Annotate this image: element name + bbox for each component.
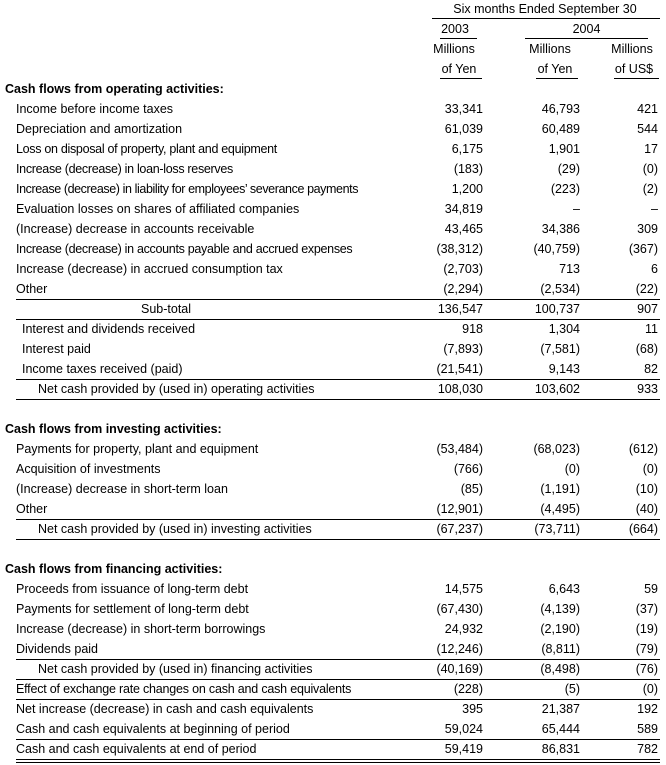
row-label: Increase (decrease) in loan-loss reserves (16, 162, 233, 176)
row-label: (Increase) decrease in short-term loan (16, 482, 228, 496)
row-label: Evaluation losses on shares of affiliated companies (16, 202, 300, 216)
value-usd: (367) (628, 242, 658, 256)
value-2004: 100,737 (534, 302, 580, 316)
net-increase-row (0, 699, 666, 719)
value-2004: (7,581) (540, 342, 580, 356)
value-2004: (40,759) (533, 242, 580, 256)
value-usd: 907 (637, 302, 658, 316)
value-2003: (67,237) (436, 522, 483, 536)
row-label: Increase (decrease) in accrued consumption tax (16, 262, 283, 276)
value-2003: (67,430) (436, 602, 483, 616)
beginning-balance-row (0, 719, 666, 739)
value-usd: (40) (635, 502, 658, 516)
value-2003: 108,030 (437, 382, 483, 396)
value-2004: 103,602 (534, 382, 580, 396)
value-2004: (8,498) (540, 662, 580, 676)
value-2003: 33,341 (444, 102, 483, 116)
double-underline-bottom (16, 762, 660, 763)
row-label: Increase (decrease) in accounts payable and accrued expenses (16, 242, 353, 256)
value-2004: 9,143 (548, 362, 580, 376)
row-label: Net increase (decrease) in cash and cash equivalents (16, 702, 314, 716)
row-label: Income taxes received (paid) (22, 362, 183, 376)
value-2003: 395 (462, 702, 483, 716)
row-label: Increase (decrease) in short-term borrowings (16, 622, 266, 636)
row-label: Payments for property, plant and equipment (16, 442, 259, 456)
net-investing-row (0, 519, 666, 539)
value-usd: 11 (645, 322, 658, 336)
value-2004: 65,444 (541, 722, 580, 736)
net-financing-row (0, 659, 666, 679)
value-2003: 918 (462, 322, 483, 336)
value-usd: (68) (635, 342, 658, 356)
value-2004: (4,495) (540, 502, 580, 516)
col2-unit-line2: of Yen (537, 62, 573, 76)
value-2004: 6,643 (548, 582, 580, 596)
ending-balance-row (0, 739, 666, 759)
table-row (0, 599, 666, 619)
section-heading-financing (0, 559, 666, 579)
table-row (0, 259, 666, 279)
value-2003: 59,024 (444, 722, 483, 736)
row-label: Payments for settlement of long-term debt (16, 602, 249, 616)
value-2004: 34,386 (541, 222, 580, 236)
value-2004: (0) (564, 462, 580, 476)
table-row (0, 579, 666, 599)
value-2004: 1,304 (548, 322, 580, 336)
row-label: Effect of exchange rate changes on cash and cash equivalents (16, 682, 352, 696)
value-usd: (2) (642, 182, 658, 196)
value-usd: (0) (642, 462, 658, 476)
table-row (0, 199, 666, 219)
value-2003: 6,175 (451, 142, 483, 156)
table-row (0, 499, 666, 519)
row-label: Proceeds from issuance of long-term debt (16, 582, 249, 596)
row-label: Income before income taxes (16, 102, 174, 116)
value-usd: (0) (642, 682, 658, 696)
period-header: Six months Ended September 30 (453, 2, 637, 16)
value-2004: (1,191) (540, 482, 580, 496)
value-2004: 46,793 (541, 102, 580, 116)
value-2004: (73,711) (534, 522, 580, 536)
subtotal-row (0, 299, 666, 319)
row-label: Increase (decrease) in liability for employees’ severance payments (16, 182, 359, 196)
value-2003: (38,312) (436, 242, 483, 256)
table-row (0, 439, 666, 459)
value-2003: (7,893) (443, 342, 483, 356)
value-usd: 82 (644, 362, 658, 376)
col3-unit-line1: Millions (611, 42, 653, 56)
table-row (0, 119, 666, 139)
value-2003: (12,901) (436, 502, 483, 516)
double-underline-top (16, 759, 660, 760)
section-heading-investing (0, 419, 666, 439)
row-label: (Increase) decrease in accounts receivable (16, 222, 255, 236)
table-row (0, 619, 666, 639)
value-2004: (2,534) (540, 282, 580, 296)
row-label: Interest and dividends received (22, 322, 196, 336)
value-usd: (0) (642, 162, 658, 176)
section-title: Cash flows from operating activities: (5, 82, 224, 96)
value-usd: (79) (635, 642, 658, 656)
row-label: Depreciation and amortization (16, 122, 183, 136)
value-2003: (2,294) (443, 282, 483, 296)
value-2004: 713 (559, 262, 580, 276)
col2-unit-line1: Millions (529, 42, 571, 56)
value-usd: (22) (635, 282, 658, 296)
value-usd: 59 (644, 582, 658, 596)
value-2003: (53,484) (436, 442, 483, 456)
value-2003: 1,200 (451, 182, 483, 196)
value-usd: (37) (635, 602, 658, 616)
row-label: Loss on disposal of property, plant and equipment (16, 142, 277, 156)
row-label: Other (16, 502, 48, 516)
row-label: Cash and cash equivalents at end of period (16, 742, 257, 756)
value-usd: (19) (635, 622, 658, 636)
section-heading-operating (0, 79, 666, 99)
value-2003: 14,575 (444, 582, 483, 596)
value-usd: – (651, 202, 658, 216)
value-2003: 61,039 (444, 122, 483, 136)
value-usd: 589 (637, 722, 658, 736)
value-2004: – (573, 202, 580, 216)
value-2003: (12,246) (436, 642, 483, 656)
row-label: Cash and cash equivalents at beginning of period (16, 722, 290, 736)
value-usd: 782 (637, 742, 658, 756)
value-usd: 309 (637, 222, 658, 236)
value-usd: (612) (628, 442, 658, 456)
net-operating-row (0, 379, 666, 399)
table-row (0, 459, 666, 479)
table-row (0, 339, 666, 359)
exchange-effect-row (0, 679, 666, 699)
value-2004: (5) (564, 682, 580, 696)
section-title: Cash flows from investing activities: (5, 422, 222, 436)
value-2003: 43,465 (444, 222, 483, 236)
value-usd: (664) (628, 522, 658, 536)
value-2003: (21,541) (436, 362, 483, 376)
col3-unit-line2: of US$ (614, 62, 654, 76)
value-usd: 6 (651, 262, 658, 276)
table-row (0, 279, 666, 299)
value-usd: (10) (635, 482, 658, 496)
table-row (0, 239, 666, 259)
value-2004: 1,901 (548, 142, 580, 156)
year-2003-header: 2003 (441, 22, 469, 36)
year-2003-underline (440, 38, 477, 39)
value-2004: (8,811) (541, 642, 580, 656)
table-row (0, 139, 666, 159)
value-2003: (2,703) (443, 262, 483, 276)
value-2003: (228) (453, 682, 483, 696)
divider (16, 399, 660, 400)
value-2003: 34,819 (444, 202, 483, 216)
value-2003: (40,169) (436, 662, 483, 676)
value-2004: (4,139) (540, 602, 580, 616)
table-row (0, 179, 666, 199)
value-usd: 17 (644, 142, 658, 156)
table-row (0, 219, 666, 239)
section-title: Cash flows from financing activities: (5, 562, 223, 576)
row-label: Net cash provided by (used in) operating activities (38, 382, 315, 396)
period-underline (432, 18, 660, 19)
value-usd: 933 (637, 382, 658, 396)
value-2004: 60,489 (541, 122, 580, 136)
value-2004: 21,387 (541, 702, 580, 716)
table-row (0, 479, 666, 499)
row-label: Other (16, 282, 48, 296)
col1-unit-line2: of Yen (441, 62, 477, 76)
value-2003: 59,419 (444, 742, 483, 756)
col1-unit-line1: Millions (433, 42, 475, 56)
value-2004: 86,831 (541, 742, 580, 756)
table-row (0, 319, 666, 339)
value-2003: (766) (453, 462, 483, 476)
value-usd: 544 (637, 122, 658, 136)
table-row (0, 99, 666, 119)
row-label: Sub-total (140, 302, 192, 316)
table-row (0, 639, 666, 659)
table-row (0, 359, 666, 379)
table-row (0, 159, 666, 179)
row-label: Dividends paid (16, 642, 98, 656)
value-2003: (85) (460, 482, 483, 496)
row-label: Net cash provided by (used in) financing activities (38, 662, 313, 676)
value-2004: (223) (550, 182, 580, 196)
value-usd: (76) (635, 662, 658, 676)
value-2004: (29) (557, 162, 580, 176)
value-2003: 24,932 (444, 622, 483, 636)
row-label: Net cash provided by (used in) investing activities (38, 522, 312, 536)
value-usd: 192 (637, 702, 658, 716)
row-label: Interest paid (22, 342, 91, 356)
value-usd: 421 (637, 102, 658, 116)
value-2004: (68,023) (533, 442, 580, 456)
year-2004-header: 2004 (572, 22, 601, 36)
year-2004-underline (525, 38, 648, 39)
value-2003: 136,547 (437, 302, 483, 316)
value-2003: (183) (453, 162, 483, 176)
value-2004: (2,190) (540, 622, 580, 636)
row-label: Acquisition of investments (16, 462, 161, 476)
divider (16, 539, 660, 540)
